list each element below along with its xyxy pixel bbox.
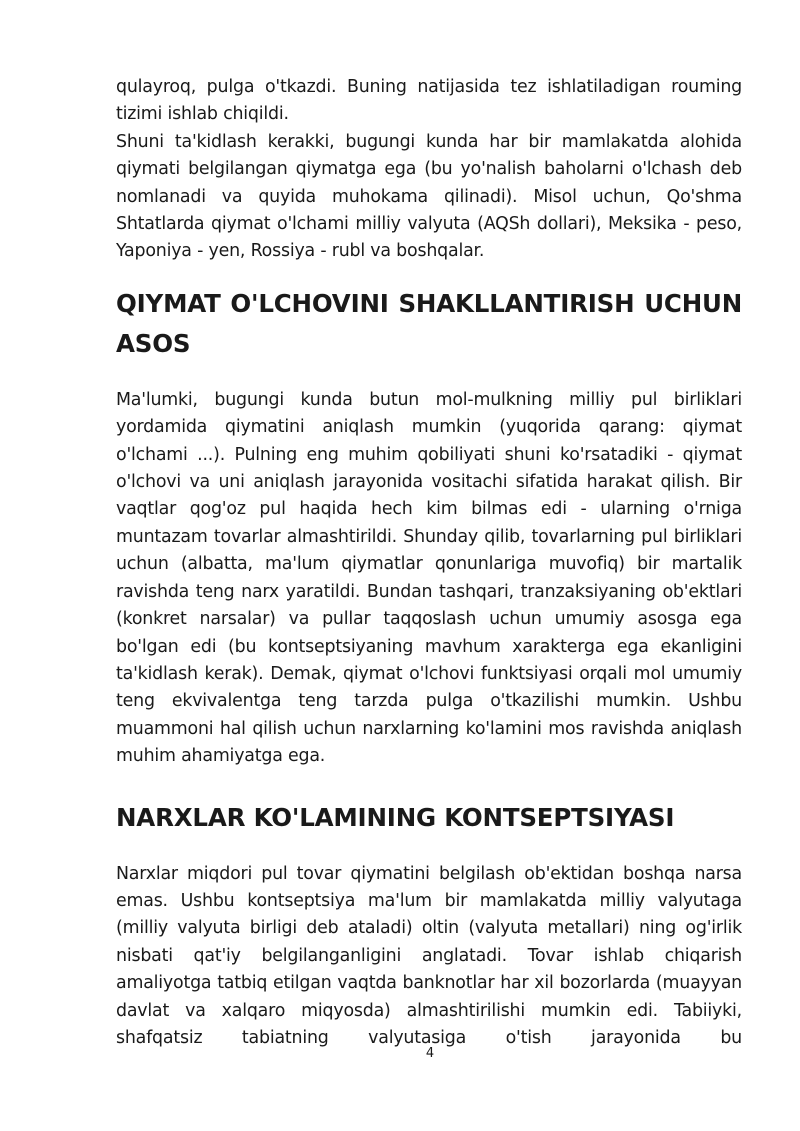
page-number: 4 xyxy=(425,1046,435,1061)
paragraph-basis-body: Ma'lumki, bugungi kunda butun mol-mulkning milliy pul birliklari yordamida qiymatini aniqlash mumkin (yuqorida qarang: qiymat o'lchami ...). Pulning eng muhim qobiliyati shuni ko'rsatadiki - qiymat o'lchovi va uni aniqlash jarayonida vositachi sifatida harakat qilish. Bir vaqtlar qog'oz pul haqida hech kim bilmas edi - ularning o'rniga muntazam tovarlar almashtirildi. Shunday qilib, tovarlarning pul birliklari uchun (albatta, ma'lum qiymatlar qonunlariga muvofiq) bir martalik ravishda teng narx yaratildi. Bundan tashqari, tranzaksiyaning ob'ektlari (konkret narsalar) va pullar taqqoslash uchun umumiy asosga ega bo'lgan edi (bu kontseptsiyaning mavhum xarakterga ega ekanligini ta'kidlash kerak). Demak, qiymat o'lchovi funktsiyasi orqali mol umumiy teng ekvivalentga teng tarzda pulga o'tkazilishi mumkin. Ushbu muammoni hal qilish uchun narxlarning ko'lamini mos ravishda aniqlash muhim ahamiyatga ega. xyxy=(116,389,742,767)
section-heading-basis: QIYMAT O'LCHOVINI SHAKLLANTIRISH UCHUN ASOS xyxy=(116,288,742,358)
paragraph-intro-continuation: qulayroq, pulga o'tkazdi. Buning natijasida tez ishlatiladigan rouming tizimi ishlab chiqildi. xyxy=(116,77,742,125)
document-page xyxy=(116,74,742,1052)
section-heading-price-scale: NARXLAR KO'LAMINING KONTSEPTSIYASI xyxy=(116,802,675,832)
paragraph-price-scale-body: Narxlar miqdori pul tovar qiymatini belgilash ob'ektidan boshqa narsa emas. Ushbu kontseptsiya ma'lum bir mamlakatda milliy valyutaga (milliy valyuta birligi deb ataladi) oltin (valyuta metallari) ning og'irlik nisbati qat'iy belgilanganligini anglatadi. Tovar ishlab chiqarish amaliyotga tatbiq etilgan vaqtda banknotlar har xil bozorlarda (muayyan davlat va xalqaro miqyosda) almashtirilishi mumkin edi. Tabiiyki, shafqatsiz tabiatning valyutasiga o'tish jarayonida bu xyxy=(116,863,742,1048)
paragraph-value-measure: Shuni ta'kidlash kerakki, bugungi kunda har bir mamlakatda alohida qiymati belgilangan qiymatga ega (bu yo'nalish baholarni o'lchash deb nomlanadi va quyida muhokama qilinadi). Misol uchun, Qo'shma Shtatlarda qiymat o'lchami milliy valyuta (AQSh dollari), Meksika - peso, Yaponiya - yen, Rossiya - rubl va boshqalar. xyxy=(116,131,742,262)
